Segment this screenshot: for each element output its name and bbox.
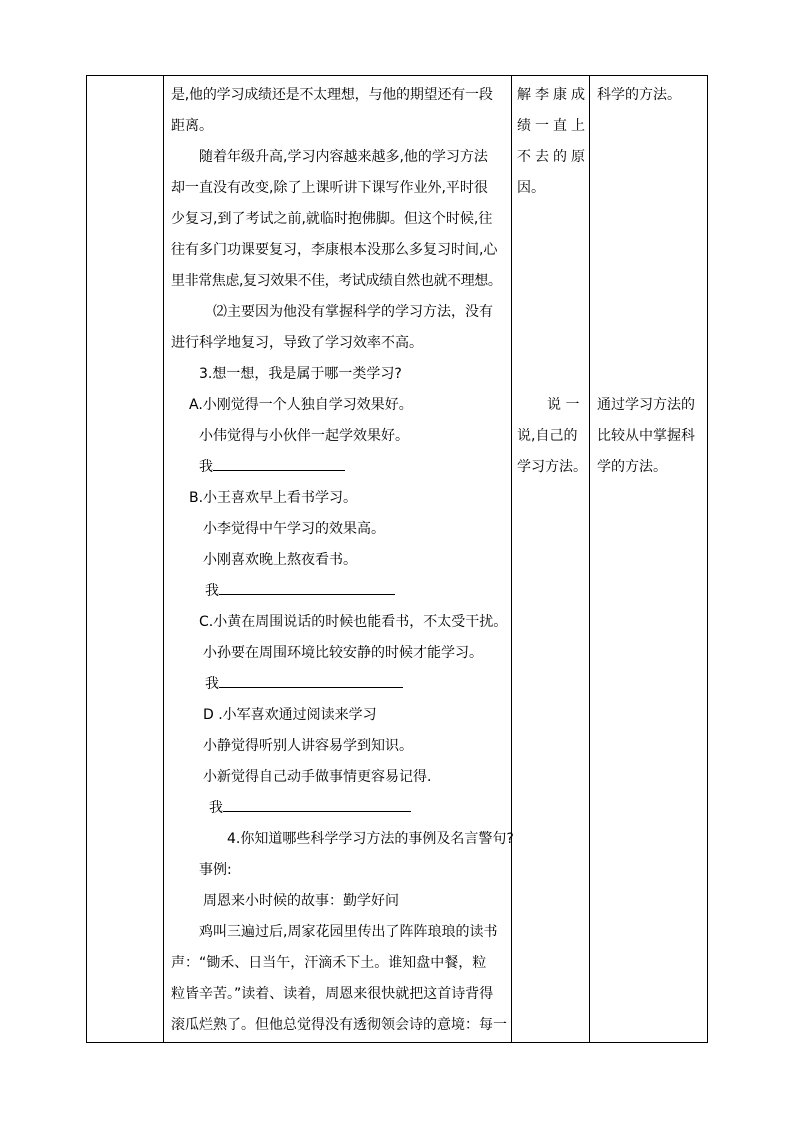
activity-line: 说 一: [547, 397, 580, 413]
activity-line: 解李康成: [517, 87, 589, 103]
student-activity-cell: [511, 76, 589, 1042]
text-line: 距离。: [171, 118, 213, 134]
answer-label: 我: [209, 800, 223, 816]
option-line: 小孙要在周围环境比较安静的时候才能学习。: [203, 645, 483, 661]
text-line: ⑵主要因为他没有掌握科学的学习方法，没有: [213, 304, 493, 320]
answer-blank[interactable]: [213, 456, 345, 471]
option-line: A.小刚觉得一个人独自学习效果好。: [189, 397, 413, 413]
intent-line: 比较从中掌握科: [597, 428, 695, 444]
text-line: 粒皆辛苦。”读着、读着，周恩来很快就把这首诗背得: [171, 986, 494, 1002]
activity-line: 不去的原: [517, 149, 589, 165]
answer-blank[interactable]: [219, 580, 395, 595]
text-line: 滚瓜烂熟了。但他总觉得没有透彻领会诗的意境：每一: [171, 1017, 507, 1033]
answer-label: 我: [199, 459, 213, 475]
text-line: 随着年级升高,学习内容越来越多,他的学习方法: [199, 149, 488, 165]
option-line: 小伟觉得与小伙伴一起学效果好。: [199, 428, 409, 444]
design-intent-cell: [589, 76, 707, 1042]
option-line: 小李觉得中午学习的效果高。: [203, 521, 385, 537]
text-line: 往有多门功课要复习，李康根本没那么多复习时间,心: [171, 242, 498, 258]
activity-line: 因。: [517, 180, 545, 196]
main-content-cell: [163, 76, 514, 1042]
answer-blank[interactable]: [219, 673, 403, 688]
intent-line: 通过学习方法的: [597, 397, 695, 413]
option-line: D .小军喜欢通过阅读来学习: [203, 707, 377, 723]
option-line: 小新觉得自己动手做事情更容易记得.: [203, 769, 432, 785]
intent-line: 学的方法。: [597, 459, 667, 475]
option-line: 小刚喜欢晚上熬夜看书。: [203, 552, 357, 568]
option-line: C.小黄在周围说话的时候也能看书，不太受干扰。: [199, 614, 508, 630]
text-line: 是,他的学习成绩还是不太理想，与他的期望还有一段: [171, 87, 493, 103]
text-line: 声：“锄禾、日当午，汗滴禾下土。谁知盘中餐，粒: [171, 955, 487, 971]
lesson-table: [86, 75, 708, 1043]
option-line: 小静觉得听别人讲容易学到知识。: [203, 738, 413, 754]
text-line: 进行科学地复习，导致了学习效率不高。: [171, 335, 423, 351]
text-line: 鸡叫三遍过后,周家花园里传出了阵阵琅琅的读书: [199, 924, 498, 940]
question-heading: 4.你知道哪些科学学习方法的事例及名言警句?: [227, 831, 514, 847]
answer-label: 我: [205, 583, 219, 599]
option-line: B.小王喜欢早上看书学习。: [189, 490, 358, 506]
text-line: 事例:: [199, 862, 232, 878]
text-line: 少复习,到了考试之前,就临时抱佛脚。但这个时候,往: [171, 211, 493, 227]
text-line: 里非常焦虑,复习效果不佳，考试成绩自然也就不理想。: [171, 273, 502, 289]
intent-line: 科学的方法。: [597, 87, 681, 103]
activity-line: 绩一直上: [517, 118, 589, 134]
answer-blank[interactable]: [223, 797, 411, 812]
answer-label: 我: [205, 676, 219, 692]
empty-cell: [87, 76, 163, 1042]
question-heading: 3.想一想，我是属于哪一类学习?: [199, 366, 402, 382]
text-line: 却一直没有改变,除了上课听讲下课写作业外,平时很: [171, 180, 488, 196]
activity-line: 说,自己的: [517, 428, 578, 444]
story-title: 周恩来小时候的故事：勤学好问: [203, 893, 399, 909]
activity-line: 学习方法。: [517, 459, 587, 475]
